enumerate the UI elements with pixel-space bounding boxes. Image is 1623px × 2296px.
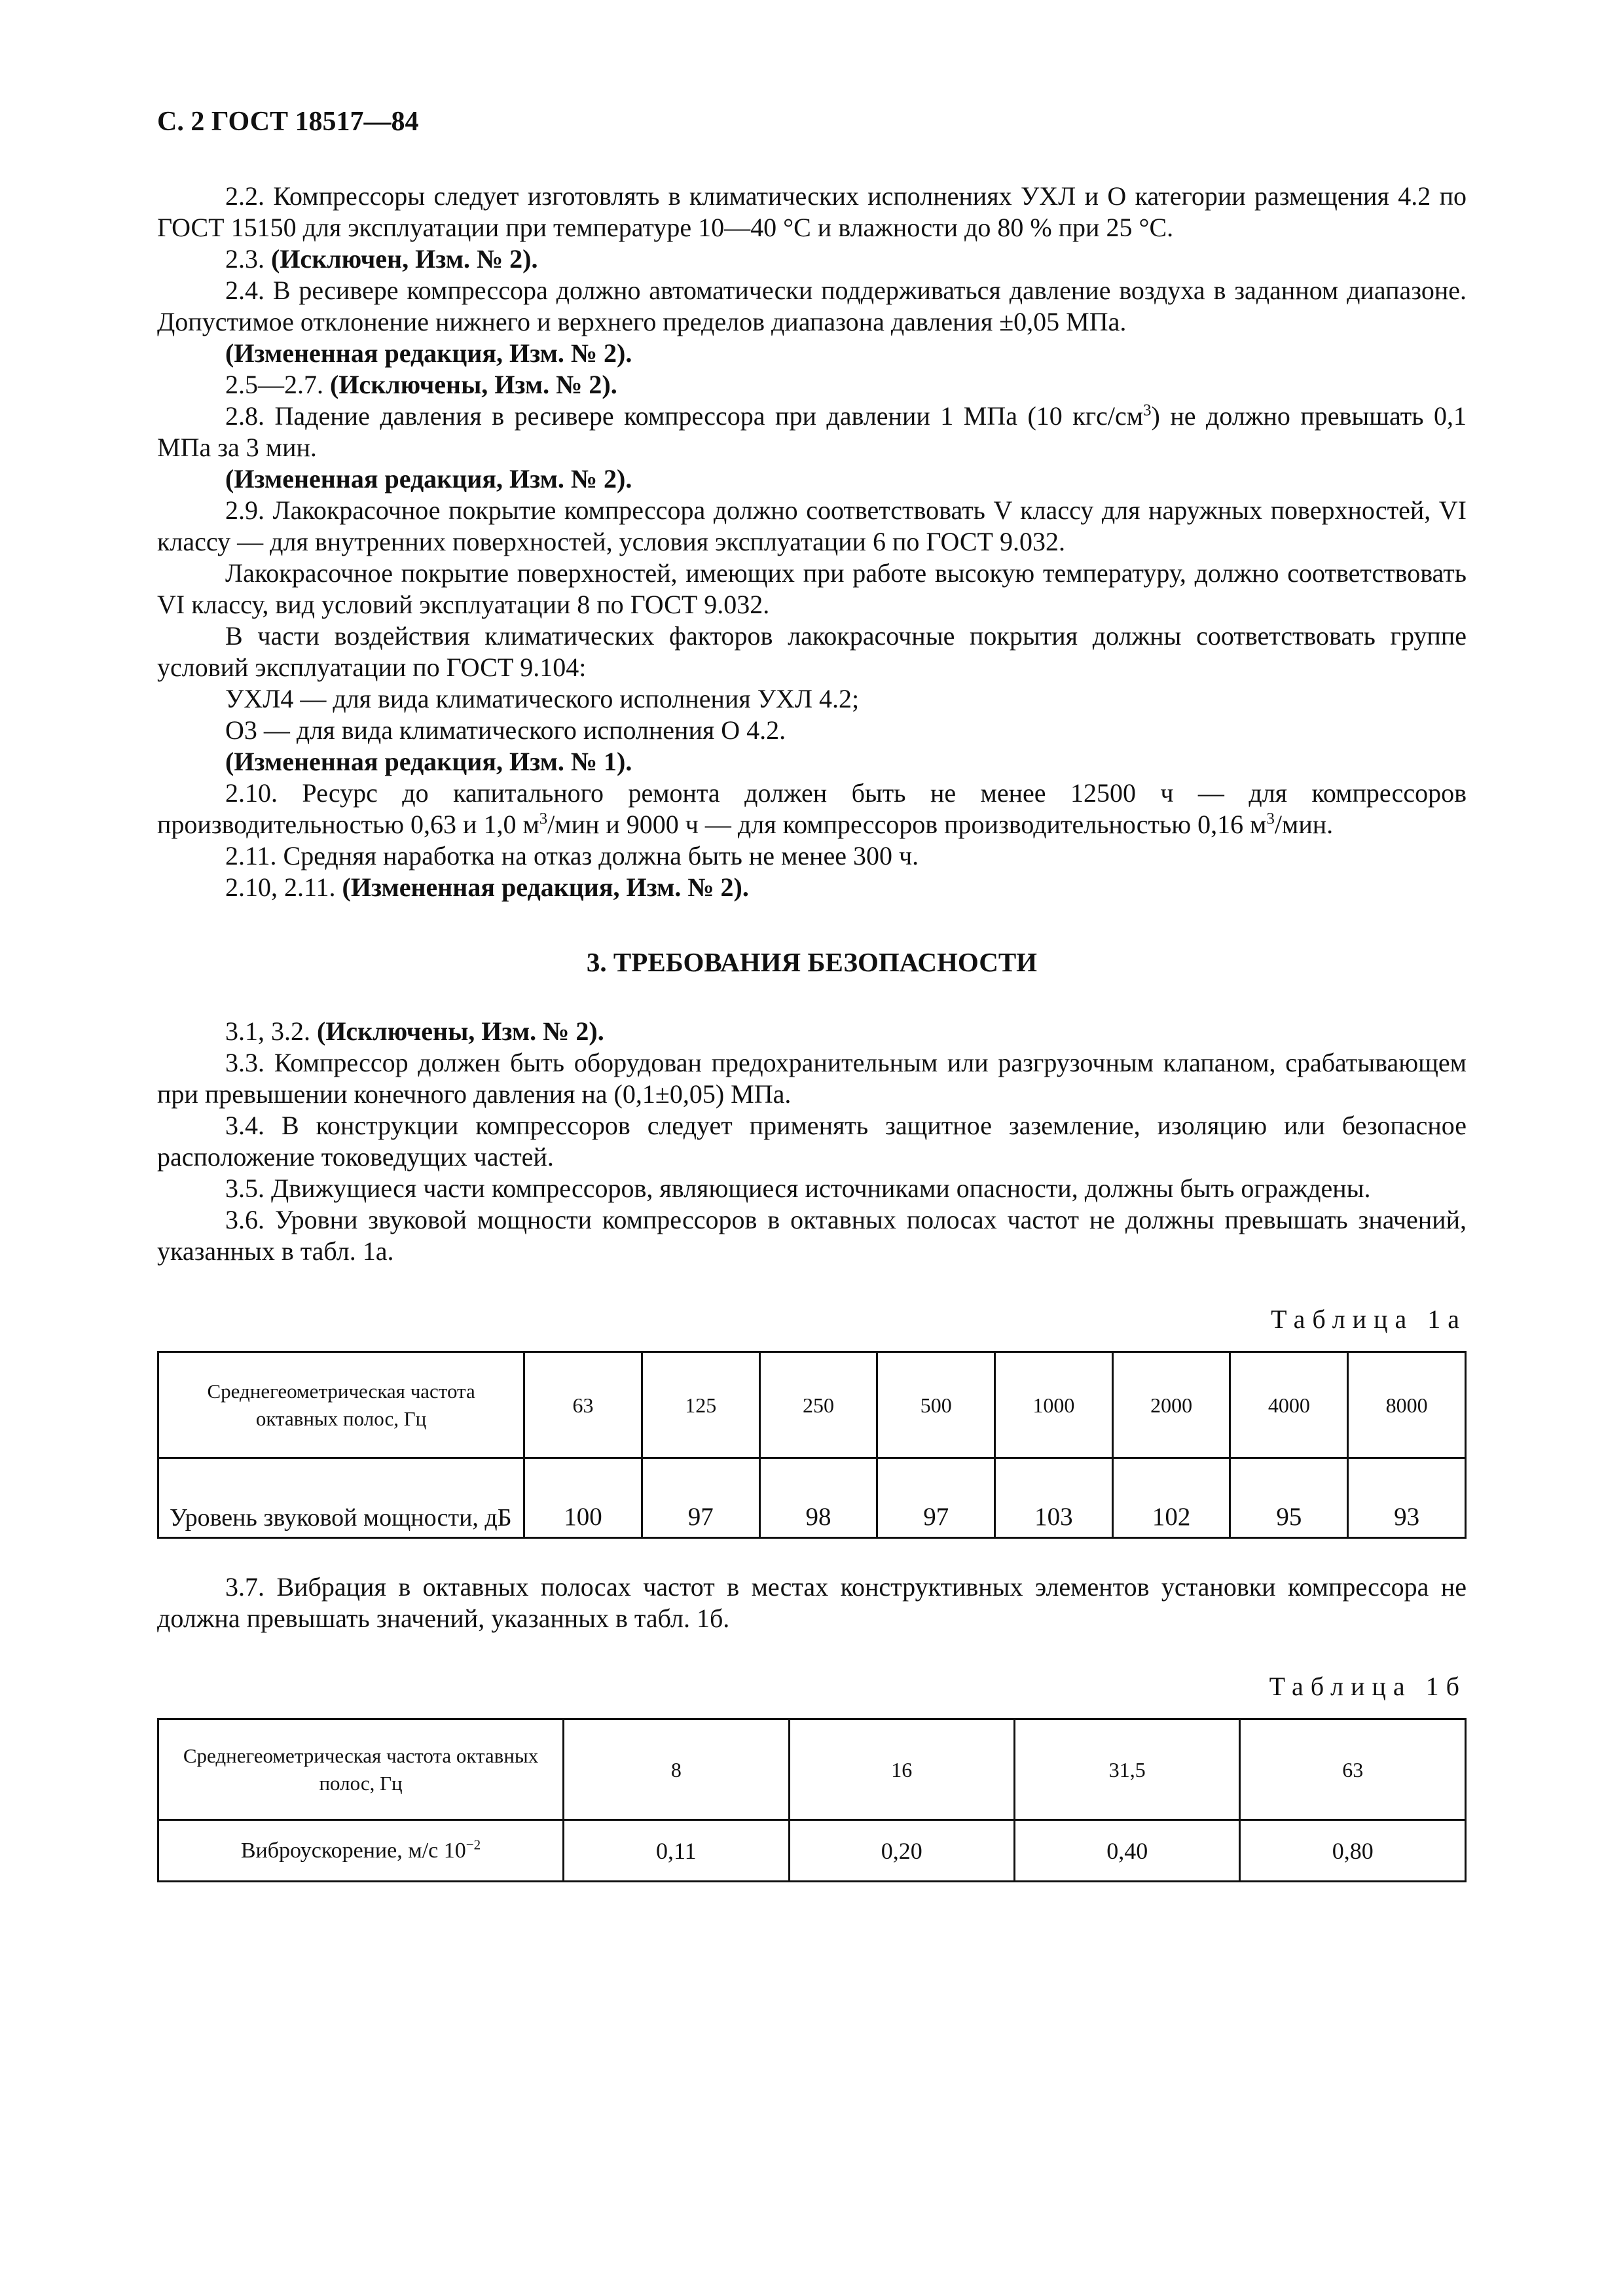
superscript: 3 — [1143, 401, 1152, 420]
paragraph-2-9: 2.9. Лакокрасочное покрытие компрессора должно соответствовать V классу для наружных поверхностей, VI классу — для внутренних поверхностей, условия эксплуатации 6 по ГОСТ 9.032. — [157, 495, 1467, 556]
table-1a — [157, 1351, 1467, 1539]
amendment-note: (Исключены, Изм. № 2). — [317, 1016, 604, 1046]
paragraph-2-5-2-7 — [157, 369, 1467, 401]
paragraph-number: 3.1, 3.2. — [225, 1016, 310, 1046]
table-row — [158, 1820, 1466, 1882]
table-cell: 31,5 — [1015, 1719, 1240, 1820]
table-cell: 250 — [759, 1352, 877, 1458]
paragraph-2-9-d: УХЛ4 — для вида климатического исполнения УХЛ 4.2; — [225, 684, 860, 713]
table-cell: 0,40 — [1015, 1820, 1240, 1882]
paragraph-2-4: 2.4. В ресивере компрессора должно автоматически поддерживаться давление воздуха в заданном диапазоне. Допустимое отклонение нижнего и верхнего пределов диапазона давления ±0,05 МПа. — [157, 276, 1467, 336]
paragraph-number: 2.3. — [225, 244, 264, 274]
paragraph-3-1-3-2 — [157, 1016, 1467, 1047]
amendment-note: (Измененная редакция, Изм. № 2). — [225, 464, 632, 493]
table-cell: 63 — [524, 1352, 642, 1458]
paragraph-3-6: 3.6. Уровни звуковой мощности компрессоров в октавных полосах частот не должны превышать значений, указанных в табл. 1а. — [157, 1205, 1467, 1266]
table-cell: 98 — [759, 1458, 877, 1538]
text-part: 2.10. Ресурс до капитального ремонта должен быть не менее 12500 ч — для компрессоров производительностью 0,63 и 1,0 м — [157, 778, 1467, 839]
table-cell: 0,20 — [789, 1820, 1014, 1882]
table-cell: 2000 — [1112, 1352, 1230, 1458]
table-caption: Таблица 1а — [1271, 1304, 1467, 1334]
table-cell: 0,11 — [564, 1820, 789, 1882]
paragraph-2-9-e: О3 — для вида климатического исполнения О 4.2. — [225, 715, 786, 745]
paragraph-2-3 — [157, 243, 1467, 275]
table-caption: Таблица 1б — [1269, 1672, 1467, 1701]
table-cell: 1000 — [995, 1352, 1113, 1458]
superscript: −2 — [465, 1837, 481, 1853]
table-header-label: Среднегеометрическая частота октавных полос, Гц — [158, 1719, 564, 1820]
section-title: 3. ТРЕБОВАНИЯ БЕЗОПАСНОСТИ — [586, 947, 1038, 977]
table-cell: 16 — [789, 1719, 1014, 1820]
table-cell: 0,80 — [1240, 1820, 1466, 1882]
paragraph-2-10 — [157, 778, 1467, 840]
table-header-row — [158, 1719, 1466, 1820]
table-cell: 500 — [877, 1352, 995, 1458]
table-header-row — [158, 1352, 1466, 1458]
text-part: ) не должно превышать 0,1 МПа за 3 мин. — [157, 401, 1467, 462]
table-cell: 103 — [995, 1458, 1113, 1538]
table-cell: 97 — [642, 1458, 759, 1538]
table-1b — [157, 1718, 1467, 1882]
paragraph-2-10-2-11 — [157, 872, 1467, 903]
paragraph-3-3: 3.3. Компрессор должен быть оборудован предохранительным или разгрузочным клапаном, срабатывающем при превышении конечного давления на (0,1±0,05) МПа. — [157, 1048, 1467, 1109]
table-cell: 93 — [1348, 1458, 1466, 1538]
paragraph-2-9-c: В части воздействия климатических факторов лакокрасочные покрытия должны соответствовать группе условий эксплуатации по ГОСТ 9.104: — [157, 621, 1467, 682]
table-cell: 102 — [1112, 1458, 1230, 1538]
amendment-note: (Измененная редакция, Изм. № 2). — [225, 338, 632, 368]
paragraph-2-9-b: Лакокрасочное покрытие поверхностей, имеющих при работе высокую температуру, должно соответствовать VI классу, вид условий эксплуатации 8 по ГОСТ 9.032. — [157, 558, 1467, 619]
table-cell: 125 — [642, 1352, 759, 1458]
amendment-note: (Измененная редакция, Изм. № 1). — [225, 747, 632, 776]
table-cell: 97 — [877, 1458, 995, 1538]
page-header: С. 2 ГОСТ 18517—84 — [157, 107, 419, 137]
table-row-label: Уровень звуковой мощности, дБ — [158, 1458, 524, 1538]
paragraph-2-2: 2.2. Компрессоры следует изготовлять в климатических исполнениях УХЛ и О категории размещения 4.2 по ГОСТ 15150 для эксплуатации при температуре 10—40 °С и влажности до 80 % при 25 °С. — [157, 181, 1467, 242]
text-part: /мин и 9000 ч — для компрессоров производительностью 0,16 м — [547, 810, 1267, 839]
document-page — [157, 105, 1467, 1882]
amendment-note: (Исключен, Изм. № 2). — [271, 244, 538, 274]
amendment-note: (Исключены, Изм. № 2). — [330, 370, 617, 399]
table-cell: 8 — [564, 1719, 789, 1820]
table-cell: 8000 — [1348, 1352, 1466, 1458]
paragraph-3-7: 3.7. Вибрация в октавных полосах частот в местах конструктивных элементов установки компрессора не должна превышать значений, указанных в табл. 1б. — [157, 1572, 1467, 1633]
table-cell: 100 — [524, 1458, 642, 1538]
table-cell: 63 — [1240, 1719, 1466, 1820]
paragraph-3-5: 3.5. Движущиеся части компрессоров, являющиеся источниками опасности, должны быть ограждены. — [225, 1174, 1371, 1203]
paragraph-number: 2.10, 2.11. — [225, 872, 336, 902]
paragraph-number: 2.5—2.7. — [225, 370, 323, 399]
table-row — [158, 1458, 1466, 1538]
table-row-label — [158, 1820, 564, 1882]
superscript: 3 — [539, 810, 548, 828]
paragraph-3-4: 3.4. В конструкции компрессоров следует применять защитное заземление, изоляцию или безопасное расположение токоведущих частей. — [157, 1111, 1467, 1172]
table-cell: 4000 — [1230, 1352, 1348, 1458]
paragraph-2-8 — [157, 401, 1467, 463]
text-part: /мин. — [1274, 810, 1334, 839]
table-cell: 95 — [1230, 1458, 1348, 1538]
text-part: 2.8. Падение давления в ресивере компрессора при давлении 1 МПа (10 кгс/см — [225, 401, 1144, 431]
paragraph-2-11: 2.11. Средняя наработка на отказ должна быть не менее 300 ч. — [225, 841, 919, 870]
amendment-note: (Измененная редакция, Изм. № 2). — [342, 872, 749, 902]
table-header-label: Среднегеометрическая частота октавных полос, Гц — [158, 1352, 524, 1458]
row-label-text: Виброускорение, м/с 10 — [240, 1838, 466, 1863]
superscript: 3 — [1266, 810, 1275, 828]
